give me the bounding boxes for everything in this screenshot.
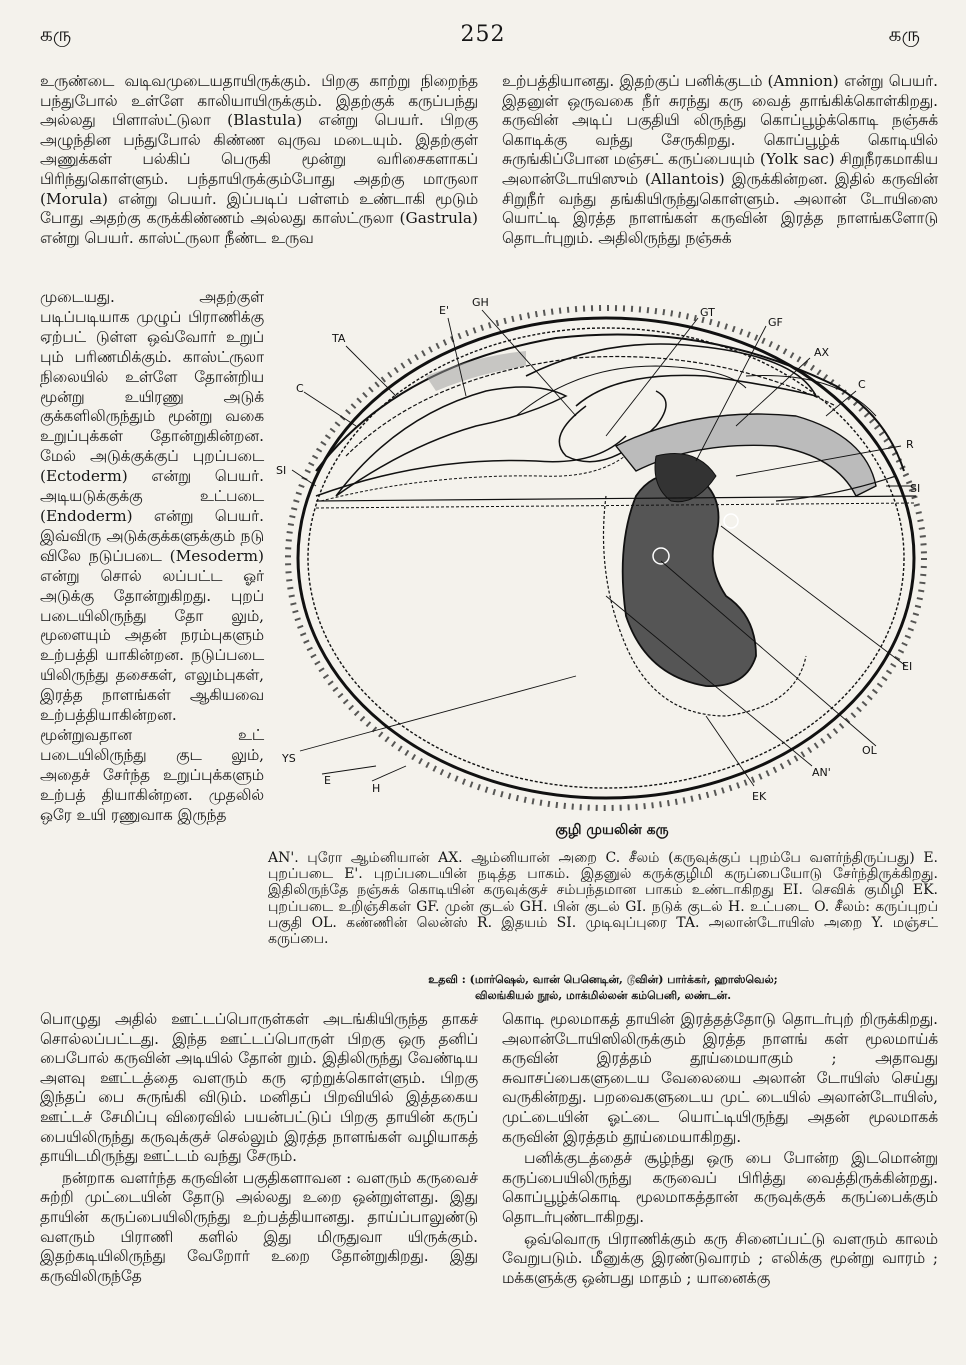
- paragraph: பனிக்குடத்தைச் சூழ்ந்து ஒரு பை போன்ற இடமொன்று கருப்பையிலிருந்து கருவைப் பிரித்து வைத்திருக்கின்றது. கொப்பூழ்க்கொடி மூலமாகத்தான் கருவுக்குக் கருப்பைக்கும் தொடர்புண்டாகிறது.: [502, 1149, 938, 1226]
- label-ys: YS: [282, 752, 296, 765]
- label-gt: GT: [700, 306, 715, 319]
- page-number: 252: [460, 22, 506, 47]
- label-ei: EI: [902, 660, 913, 673]
- label-ta: TA: [332, 332, 346, 345]
- label-e: E: [324, 774, 331, 787]
- label-ax: AX: [814, 346, 830, 359]
- paragraph: பொழுது அதில் ஊட்டப்பொருள்கள் அடங்கியிருந்த தாகச் சொல்லப்பட்டது. இந்த ஊட்டப்பொருள் பிறகு ஒரு தனிப் பைபோல் கருவின் அடியில் தோன் றும். இதிலிருந்து வேண்டிய அளவு ஊட்டத்தை வளரும் கரு ஏற்றுக்கொள்ளும். பிறகு இந்தப் பை சுருங்கி விடும். மனிதப் பிறவியில் இத்தகைய ஊட்டச் சேமிப்பு விரைவில் பயன்பட்டுப் பிறகு தாயின் கருப் பையிலிருந்து கருவுக்குச் செல்லும் இரத்த நாளங்கள் வழியாகத் தாயிடமிருந்து ஊட்டம் வந்து சேரும்.: [40, 1010, 478, 1166]
- label-si-left: SI: [276, 464, 287, 477]
- paragraph: கொடி மூலமாகத் தாயின் இரத்தத்தோடு தொடர்புற் றிருக்கிறது. அலான்டோயிஸிலிருக்கும் இரத்த நாளங் கள் மூலமாய்க் கருவின் இரத்தம் தூய்மையாகும் ; அதாவது சுவாசப்பைகளுடைய வேலையை அலான் டோயிஸ் செய்து வருகின்றது. பறவைகளுடைய முட் டையில் அலான்டோயிஸ், முட்டையின் ஓட்டை யொட்டியிருந்து அதன் மூலமாகக் கருவின் இரத்தம் தூய்மையாகிறது.: [502, 1010, 938, 1146]
- label-gh: GH: [472, 296, 489, 309]
- label-ek: EK: [752, 790, 767, 803]
- label-an: AN': [812, 766, 831, 779]
- label-c-right: C: [858, 378, 866, 391]
- right-column-bottom: [502, 1010, 938, 1290]
- embryo-figure: [276, 296, 948, 816]
- paragraph: முடையது. அதற்குள் படிப்படியாக முழுப் பிராணிக்கு ஏற்பட் டுள்ள ஒவ்வோர் உறுப் பும் பரிணமிக்கும். காஸ்ட்ருலா நிலையில் உள்ளே தோன்றிய மூன்று உயிரணு அடுக் குக்களிலிருந்தும் மூன்று வகை உறுப்புக்கள் தோன்றுகின்றன. மேல் அடுக்குக்குப் புறப்படை (Ectoderm) என்று பெயர். அடியடுக்குக்கு உட்படை (Endoderm) என்று பெயர். இவ்விரு அடுக்குக்களுக்கும் நடு விலே நடுப்படை (Mesoderm) என்று சொல் லப்பட்ட ஓர் அடுக்கு தோன்றுகிறது. புறப் படையிலிருந்து தோ லும், மூளையும் அதன் நரம்புகளும் உற்பத்தி யாகின்றன. நடுப்படை யிலிருந்து தசைகள், எலும்புகள், இரத்த நாளங்கள் ஆகியவை உற்பத்தியாகின்றன. மூன்றுவதான உட் படையிலிருந்து குட லும், அதைச் சேர்ந்த உறுப்புக்களும் உற்பத் தியாகின்றன. முதலில் ஒரே உயி ரணுவாக இருந்த: [40, 288, 264, 824]
- left-column-top: [40, 72, 478, 250]
- running-head-left: கரு: [40, 22, 72, 46]
- paragraph: ஒவ்வொரு பிராணிக்கும் கரு சினைப்பட்டு வளரும் காலம் வேறுபடும். மீனுக்கு இரண்டுவாரம் ; எலிக்கு மூன்று வாரம் ; மக்களுக்கு ஒன்பது மாதம் ; யானைக்கு: [502, 1229, 938, 1287]
- right-column-top: [502, 72, 938, 250]
- credit-line-2: விலங்கியல் நூல், மாக்மில்லன் கம்பெனி, லண்டன்.: [474, 989, 732, 1002]
- figure-legend: AN'. புரோ ஆம்னியான் AX. ஆம்னியான் அறை C. சீலம் (கருவுக்குப் புறம்பே வளர்ந்திருப்பது) E. புறப்படை E'. புறப்படையின் நடித்த பாகம். இதனுல் கருக்குழிமி கருப்பையோடு சேர்ந்திருக்கிறது. இதிலிருந்தே நஞ்சுக் கொடியின் கருவுக்குச் சம்பந்தமான பாகம் உண்டாகிறது EI. செவிக் குமிழி EK. புறப்படை உறிஞ்சிகள் GF. முன் குடல் GH. பின் குடல் GI. நடுக் குடல் H. உட்படை O. சீலம்: கருப்புறப் பகுதி OL. கண்ணின் லென்ஸ் R. இதயம் SI. முடிவுப்புரை TA. அலான்டோயிஸ் அறை Y. மஞ்சட் கருப்பை.: [268, 850, 938, 948]
- figure-title: குழி முயலின் கரு: [555, 822, 669, 838]
- running-head-right: கரு: [888, 22, 920, 46]
- label-c-left: C: [296, 382, 304, 395]
- left-column-narrow: [40, 288, 264, 827]
- label-si-right: SI: [910, 482, 921, 495]
- embryo-body: [604, 414, 877, 716]
- paragraph: உருண்டை வடிவமுடையதாயிருக்கும். பிறகு காற்று நிறைந்த பந்துபோல் உள்ளே காலியாயிருக்கும். இதற்குக் கருப்பந்து அல்லது பிளாஸ்ட்டுலா (Blastula) என்று பெயர். பிறகு அழுந்தின பந்துபோல் கிண்ண வுருவ மடையும். இதற்குள் அணுக்கள் பல்கிப் பெருகி மூன்று வரிசைகளாகப் பிரிந்துகொள்ளும். பந்தாயிருக்கும்போது அதற்கு மாருலா (Morula) என்று பெயர். இப்படிப் பள்ளம் உண்டாகி மூடும் போது அதற்கு கருக்கிண்ணம் அல்லது காஸ்ட்ருலா (Gastrula) என்று பெயர். காஸ்ட்ருலா நீண்ட உருவ: [40, 72, 478, 247]
- label-gf: GF: [768, 316, 783, 329]
- paragraph: உற்பத்தியானது. இதற்குப் பனிக்குடம் (Amnion) என்று பெயர். இதனுள் ஒருவகை நீர் சுரந்து கரு வைத் தாங்கிக்கொள்கிறது. கருவின் அடிப் பகுதியி லிருந்து கொப்பூழ்க்கொடி நஞ்சுக் கொடிக்கு வந்து சேருகிறது. கொப்பூழ்க் கொடியில் சுருங்கிப்போன மஞ்சட் கருப்பையும் (Yolk sac) சிறுநீரகமாகிய அலான்டோயிஸும் (Allantois) இருக்கின்றன. இதில் கருவின் சிறுநீர் வந்து தங்கியிருந்துகொள்ளும். அலான் டோயிஸை யொட்டி இரத்த நாளங்கள் கருவின் இரத்த நாளங்களோடு தொடர்புறும். அதிலிருந்து நஞ்சுக்: [502, 72, 938, 247]
- credit-line-1: உதவி : (மார்ஷெல், வான் பெனெடின், டூவின்) பார்க்கர், ஹாஸ்வெல்;: [428, 973, 778, 986]
- label-h: H: [372, 782, 381, 795]
- coelom-band: [316, 476, 916, 508]
- label-r: R: [906, 438, 914, 451]
- label-e-prime: E': [439, 304, 449, 317]
- figure-credit: [268, 972, 938, 1004]
- left-column-bottom: [40, 1010, 478, 1288]
- label-ol: OL: [862, 744, 877, 757]
- paragraph: நன்றாக வளர்ந்த கருவின் பகுதிகளாவன : வளரும் கருவைச் சுற்றி முட்டையின் தோடு அல்லது உறை ஒன்றுள்ளது. இது தாயின் கருப்பையிலிருந்து உற்பத்தியானது. தாய்ப்பாலுண்டு வளரும் பிராணி களில் இது மிருதுவா யிருக்கும். இதற்கடியிலிருந்து வேறோர் உறை தோன்றுகிறது. இது கருவிலிருந்தே: [40, 1168, 478, 1285]
